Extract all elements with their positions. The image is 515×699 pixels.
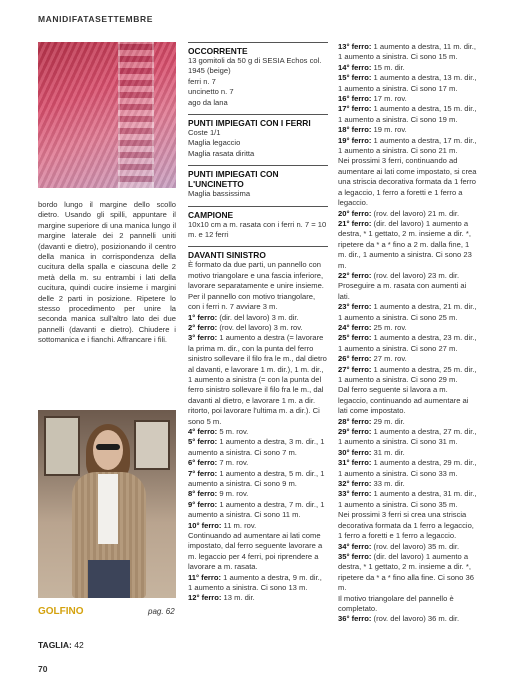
instruction-row (188, 469, 328, 490)
row-label: 14° ferro: (338, 62, 372, 72)
row-label: 4° ferro: (188, 426, 218, 436)
knit-swatch-photo (38, 42, 176, 188)
row-text: 19 m. rov. (371, 125, 407, 135)
row-text: (rov. del lavoro) 35 m. dir. (371, 541, 460, 551)
instruction-row (188, 593, 328, 603)
row-text: 1 aumento a destra, 7 m. dir., 1 aumento a sinistra. Ci sono 11 m. (188, 499, 325, 520)
row-text: Proseguire a m. rasata con aumenti ai lati. (338, 281, 467, 301)
row-text: 13 m. dir. (221, 593, 255, 603)
section-text-punti-ferri: Coste 1/1 Maglia legaccio Maglia rasata diritta (188, 128, 255, 158)
row-label: 28° ferro: (338, 416, 372, 426)
row-label: 8° ferro: (188, 489, 218, 499)
row-label: 1° ferro: (188, 312, 218, 322)
row-label: 15° ferro: (338, 73, 372, 83)
instruction-row (338, 354, 478, 364)
row-label: 21° ferro: (338, 218, 372, 228)
size-info (38, 640, 84, 650)
row-text: Il motivo triangolare del pannello è completato. (338, 593, 454, 613)
section-heading-punti-ferri: PUNTI IMPIEGATI CON I FERRI (188, 114, 328, 128)
row-text: 25 m. rov. (371, 322, 407, 332)
row-label: 25° ferro: (338, 333, 372, 343)
instruction-row (338, 489, 478, 510)
row-text: 1 aumento a destra, 23 m. dir., 1 aumento a sinistra. Ci sono 27 m. (338, 333, 477, 353)
row-text: 1 aumento a destra, 21 m. dir., 1 aumento a sinistra. Ci sono 25 m. (338, 302, 477, 322)
page-number: 70 (38, 664, 48, 674)
instruction-row (188, 573, 328, 594)
instruction-row (338, 104, 478, 125)
row-text: 1 aumento a destra (= lavorare la prima m. dir., con la punta del ferro sinistro sollevare il filo fra le m., dal dietro al davanti, e lavorare 1 m. dir.), 1 m. dir., 1 aumento a sinistra (= con la punta del ferro sinistro sollevare il filo fra le m., dal davanti al dietro, e lavorare 1 m. a dir. ritorto, poi lavorare l'ultima m. a dir.). Ci sono 5 m. (188, 333, 327, 426)
row-text: 1 aumento a destra, 3 m. dir., 1 aumento a sinistra. Ci sono 7 m. (188, 437, 325, 457)
row-text: (rov. del lavoro) 3 m. rov. (217, 322, 303, 332)
instruction-row (188, 427, 328, 437)
instruction-row (338, 219, 478, 271)
instruction-row (338, 614, 478, 624)
row-text: Nei prossimi 3 ferri si crea una striscia decorativa formata da 1 ferro a legaccio, 1 ferro a foretti e 1 ferro a legaccio. (338, 510, 474, 541)
row-label: 29° ferro: (338, 427, 372, 437)
row-label: 22° ferro: (338, 270, 372, 280)
model-photo (38, 410, 176, 598)
section-heading-davanti: DAVANTI SINISTRO (188, 246, 328, 260)
row-text: 1 aumento a destra, 5 m. dir., 1 aumento a sinistra. Ci sono 9 m. (188, 468, 325, 488)
section-heading-occorrente: OCCORRENTE (188, 42, 328, 56)
row-text: (dir. del lavoro) 1 aumento a destra, * 1 gettato, 2 m. insieme a dir. *, ripetere da * a * fino a 2 m. dalla fine, 1 m. dir., 1 aumento a sinistra. Ci sono 23 m. (338, 218, 472, 270)
column-instructions (338, 42, 478, 625)
row-text: 17 m. rov. (371, 94, 407, 104)
instruction-rows (188, 313, 328, 604)
instruction-row (338, 552, 478, 594)
row-text: Continuando ad aumentare ai lati come impostato, dal ferro seguente lavorare a m. legaccio per 4 ferri, poi riprendere a lavorare a m. rasata. (188, 531, 323, 572)
size-value: 42 (74, 640, 84, 650)
instruction-row (338, 427, 478, 448)
magazine-header: MANIDIFATASETTEMBRE (38, 14, 153, 24)
row-text: 27 m. rov. (371, 354, 407, 364)
instruction-row (188, 531, 328, 573)
instruction-row (338, 209, 478, 219)
section-heading-campione: CAMPIONE (188, 206, 328, 220)
instruction-row (188, 489, 328, 499)
row-text: 5 m. rov. (217, 426, 249, 436)
row-label: 24° ferro: (338, 322, 372, 332)
instruction-row (338, 594, 478, 615)
row-label: 3° ferro: (188, 333, 218, 343)
instruction-row (338, 458, 478, 479)
row-text: 31 m. dir. (371, 447, 405, 457)
row-text: 15 m. dir. (371, 62, 405, 72)
instruction-row (338, 73, 478, 94)
instruction-row (338, 479, 478, 489)
row-label: 17° ferro: (338, 104, 372, 114)
row-text: (dir. del lavoro) 1 aumento a destra, * 1 gettato, 2 m. insieme a dir. *, ripetere da * a * fino alla fine. Ci sono 36 m. (338, 551, 474, 593)
instruction-row (188, 313, 328, 323)
instruction-row (188, 458, 328, 468)
row-label: 27° ferro: (338, 364, 372, 374)
row-label: 23° ferro: (338, 302, 372, 312)
row-label: 33° ferro: (338, 489, 372, 499)
instruction-row (338, 125, 478, 135)
row-text: 1 aumento a destra, 31 m. dir., 1 aumento a sinistra. Ci sono 35 m. (338, 489, 477, 509)
row-label: 31° ferro: (338, 458, 372, 468)
instruction-row (188, 521, 328, 531)
row-text: 1 aumento a destra, 9 m. dir., 1 aumento a sinistra. Ci sono 13 m. (188, 572, 322, 593)
row-text: 7 m. rov. (217, 458, 249, 468)
row-label: 19° ferro: (338, 135, 372, 145)
instruction-row (338, 42, 478, 63)
instruction-row (188, 500, 328, 521)
page-reference: pag. 62 (148, 607, 175, 616)
instruction-row (188, 437, 328, 458)
instruction-row (188, 333, 328, 427)
row-label: 7° ferro: (188, 468, 218, 478)
row-label: 10° ferro: (188, 520, 222, 530)
row-text: 1 aumento a destra, 25 m. dir., 1 aumento a sinistra. Ci sono 29 m. (338, 364, 477, 384)
row-label: 5° ferro: (188, 437, 218, 447)
row-text: 1 aumento a destra, 17 m. dir., 1 aumento a sinistra. Ci sono 21 m. (338, 135, 477, 156)
row-label: 34° ferro: (338, 541, 372, 551)
section-text-campione: 10x10 cm a m. rasata con i ferri n. 7 = 10 m. e 12 ferri (188, 219, 327, 240)
instruction-row (338, 271, 478, 281)
row-label: 35° ferro: (338, 551, 372, 561)
row-text: 33 m. dir. (371, 479, 405, 489)
row-label: 32° ferro: (338, 479, 372, 489)
instruction-row (338, 323, 478, 333)
instruction-row (338, 333, 478, 354)
row-label: 30° ferro: (338, 447, 372, 457)
instruction-row (338, 63, 478, 73)
instruction-row (338, 365, 478, 386)
row-label: 9° ferro: (188, 499, 218, 509)
row-label: 13° ferro: (338, 42, 372, 51)
row-text: 1 aumento a destra, 11 m. dir., 1 aumento a sinistra. Ci sono 15 m. (338, 42, 476, 62)
instruction-row (338, 156, 478, 208)
size-label: TAGLIA: (38, 640, 72, 650)
section-text-davanti: È formato da due parti, un pannello con motivo triangolare e una fascia inferiore, lavorare separatamente e unire insieme. Per il pannello con motivo triangolare, con i ferri n. 7 avviare 3 m. (188, 260, 324, 312)
instruction-row (338, 385, 478, 416)
pattern-title: GOLFINO (38, 606, 84, 617)
row-label: 11° ferro: (188, 572, 222, 582)
row-text: 1 aumento a destra, 29 m. dir., 1 aumento a sinistra. Ci sono 33 m. (338, 458, 477, 478)
row-label: 36° ferro: (338, 614, 372, 624)
row-text: 29 m. dir. (371, 416, 405, 426)
instruction-row (338, 302, 478, 323)
row-text: (dir. del lavoro) 3 m. dir. (217, 312, 299, 322)
instruction-row (338, 94, 478, 104)
instruction-row (338, 281, 478, 302)
row-text: (rov. del lavoro) 23 m. dir. (371, 270, 460, 280)
column-materials (188, 42, 328, 604)
row-text: 9 m. rov. (217, 489, 249, 499)
instruction-row (338, 510, 478, 541)
row-label: 12° ferro: (188, 593, 222, 603)
row-text: 1 aumento a destra, 15 m. dir., 1 aumento a sinistra. Ci sono 19 m. (338, 104, 477, 124)
row-text: (rov. del lavoro) 36 m. dir. (371, 614, 460, 624)
instruction-row (338, 448, 478, 458)
row-text: 1 aumento a destra, 27 m. dir., 1 aumento a sinistra. Ci sono 31 m. (338, 427, 477, 447)
row-label: 20° ferro: (338, 208, 372, 218)
row-label: 16° ferro: (338, 94, 372, 104)
instruction-row (338, 542, 478, 552)
section-text-punti-uncinetto: Maglia bassissima (188, 189, 251, 199)
row-text: Dal ferro seguente si lavora a m. legaccio, continuando ad aumentare ai lati come impostato. (338, 385, 469, 416)
instruction-row (338, 136, 478, 157)
row-label: 18° ferro: (338, 125, 372, 135)
row-label: 2° ferro: (188, 322, 218, 332)
row-label: 6° ferro: (188, 458, 218, 468)
finishing-instructions: bordo lungo il margine dello scollo dietro. Usando gli spilli, appuntare il margine superiore di una manica lungo il margine laterale dei 2 pannelli uniti (davanti e dietro), posizionando il centro della manica in corrispondenza della cucitura della spalla e ciascuna delle 2 metà della m. su entrambi i lati della cucitura, quindi cucire insieme i margini delle 2 parti in posizione. Ripetere lo stesso procedimento per unire la seconda manica sull'altro lato dei due pannelli (davanti e dietro). Chiudere i sottomanica e i fianchi. Affrancare i fili. (38, 200, 176, 345)
section-heading-punti-uncinetto: PUNTI IMPIEGATI CON L'UNCINETTO (188, 165, 328, 189)
instruction-row (338, 417, 478, 427)
row-text: Nei prossimi 3 ferri, continuando ad aumentare ai lati come impostato, si crea una striscia decorativa formata da 1 ferro a legaccio, 1 ferro a foretti e 1 ferro a legaccio. (338, 156, 477, 208)
instruction-row (188, 323, 328, 333)
row-text: 1 aumento a destra, 13 m. dir., 1 aumento a sinistra. Ci sono 17 m. (338, 73, 477, 93)
row-text: 11 m. rov. (221, 520, 257, 530)
instruction-rows (338, 42, 478, 625)
row-label: 26° ferro: (338, 354, 372, 364)
row-text: (rov. del lavoro) 21 m. dir. (371, 208, 460, 218)
section-text-occorrente: 13 gomitoli da 50 g di SESIA Echos col. 1945 (beige) ferri n. 7 uncinetto n. 7 ago da lana (188, 56, 322, 107)
